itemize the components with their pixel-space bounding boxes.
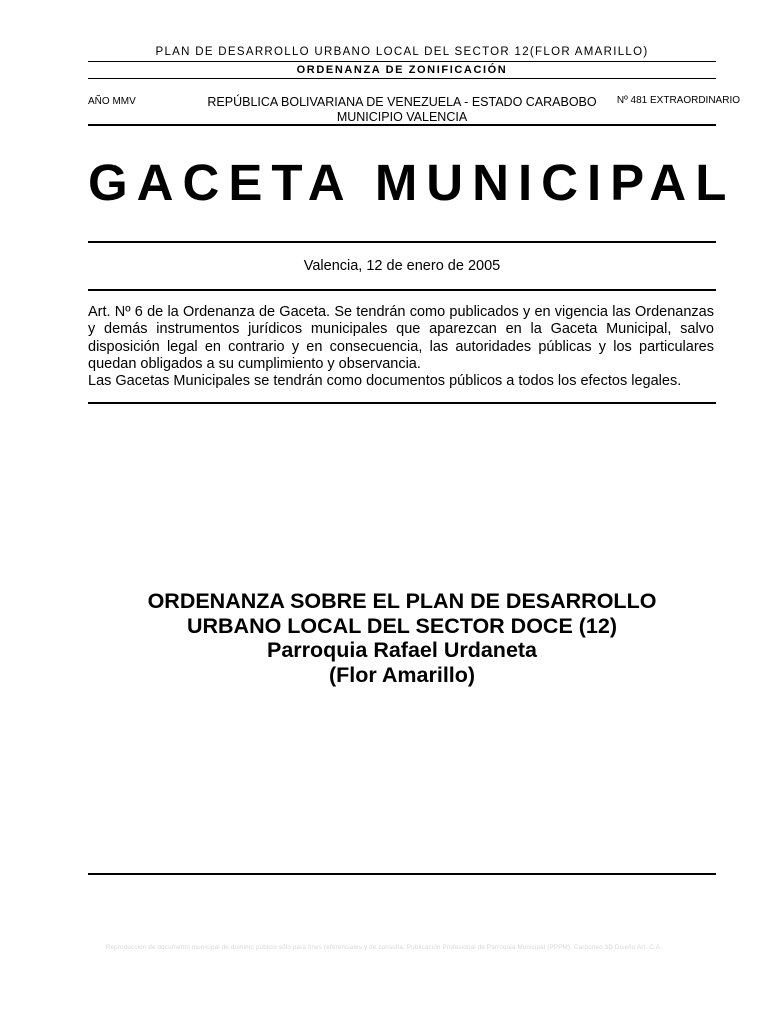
issue-number: Nº 481 EXTRAORDINARIO <box>616 95 740 106</box>
running-header: PLAN DE DESARROLLO URBANO LOCAL DEL SECTOR 12(FLOR AMARILLO) <box>155 46 649 58</box>
legal-notice <box>88 304 714 390</box>
document-title-line-4: (Flor Amarillo) <box>328 662 476 687</box>
issuer-line-municipality: MUNICIPIO VALENCIA <box>336 110 468 124</box>
place-date: Valencia, 12 de enero de 2005 <box>303 258 501 274</box>
masthead-title: GACETA MUNICIPAL <box>88 154 736 211</box>
notice-rule-bottom <box>88 402 716 404</box>
document-title-line-2: URBANO LOCAL DEL SECTOR DOCE (12) <box>186 613 618 638</box>
issuer-line-country-state: REPÚBLICA BOLIVARIANA DE VENEZUELA - ESTADO CARABOBO <box>207 95 597 109</box>
footer-rule <box>88 873 716 875</box>
header-rule-top <box>88 61 716 62</box>
notice-paragraph-public-documents: Las Gacetas Municipales se tendrán como documentos públicos a todos los efectos legales. <box>88 373 682 390</box>
document-title-line-1: ORDENANZA SOBRE EL PLAN DE DESARROLLO <box>147 589 657 613</box>
ordinance-type: ORDENANZA DE ZONIFICACIÓN <box>296 64 508 76</box>
masthead-rule-top <box>88 124 716 126</box>
notice-paragraph-article: Art. Nº 6 de la Ordenanza de Gaceta. Se tendrán como publicados y en vigencia las Ordenanzas y demás instrumentos jurídicos municipales que aparezcan en la Gaceta Municipal, salvo disposición legal en contrario y en consecuencia, las autoridades públicas y los particulares quedan obligados a su cumplimiento y observancia. <box>88 304 714 372</box>
footer-note: Reproducción de documento municipal de dominio público sólo para fines referenciales y de consulta. Publicación Profesional de Parroquia Municipal (PPPM). Carboneo 3D Diseño Art. C.A. <box>105 944 663 951</box>
header-rule-bottom <box>88 78 716 79</box>
issuer-block <box>170 95 634 125</box>
masthead-rule-bottom <box>88 241 716 243</box>
document-title <box>88 589 716 687</box>
notice-rule-top <box>88 289 716 291</box>
year-label: AÑO MMV <box>88 96 136 107</box>
document-title-line-3: Parroquia Rafael Urdaneta <box>266 638 538 662</box>
